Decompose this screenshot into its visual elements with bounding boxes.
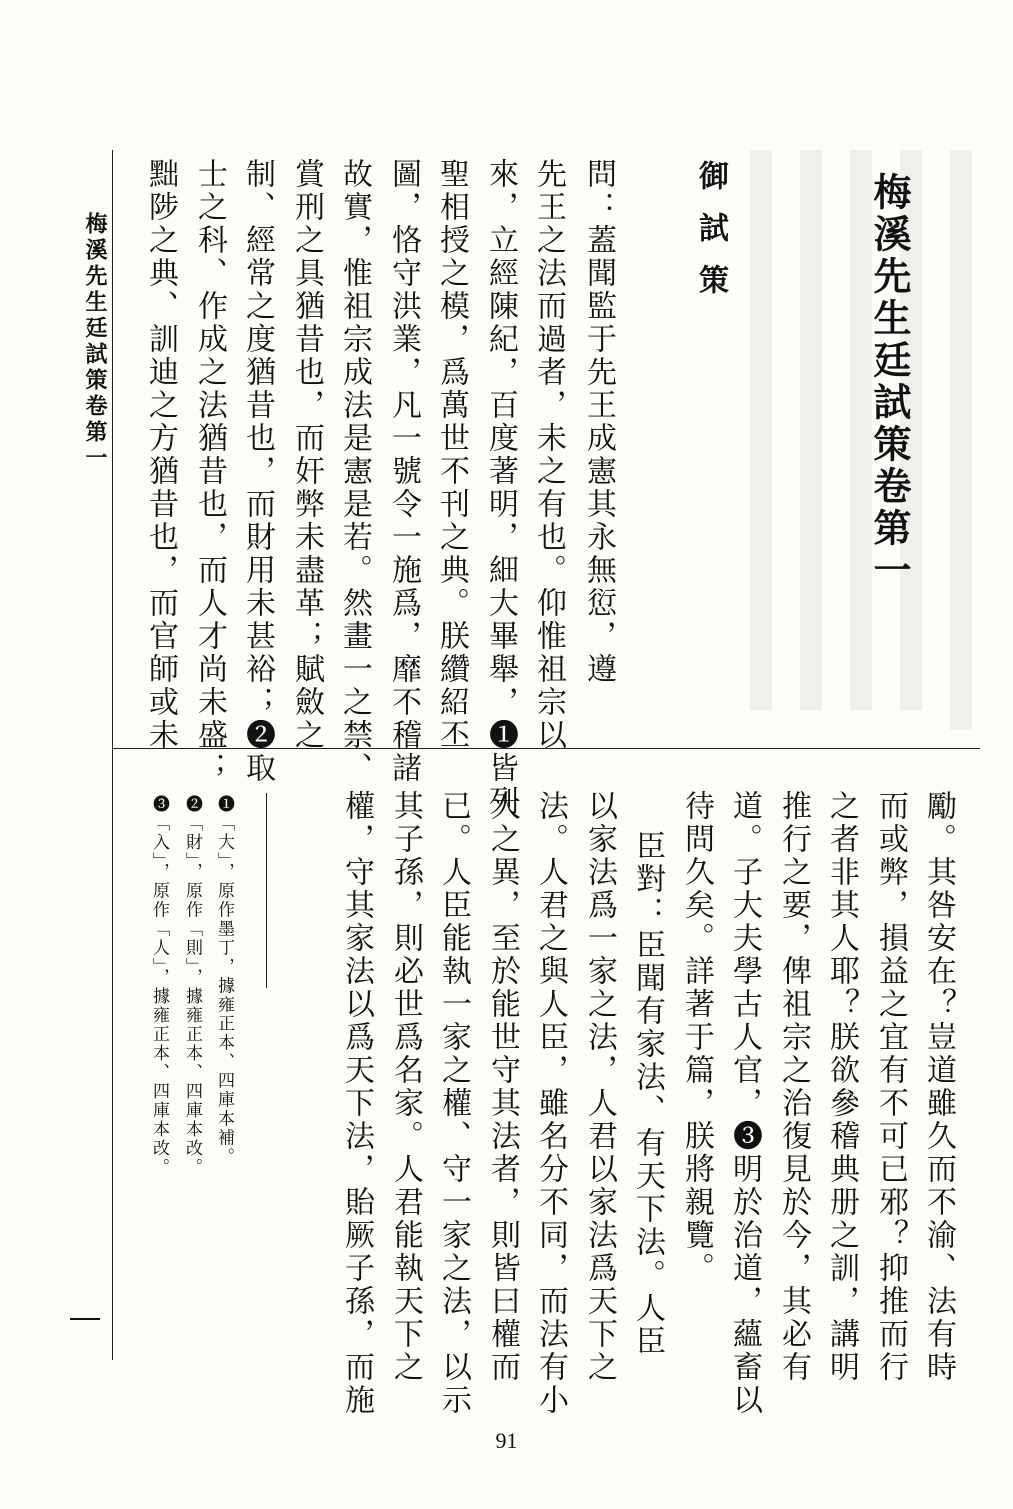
footnote: ❸「入」，原作「人」，據雍正本、四庫本改。: [149, 795, 169, 1177]
footnote: ❶「大」，原作墨丁，據雍正本、四庫本補。: [214, 795, 234, 1167]
text-column: 以家法爲一家之法，人君以家法爲天下之: [582, 790, 617, 1384]
text-column: 已。人臣能執一家之權、守一家之法，以示: [436, 790, 471, 1417]
text-column: 圖，恪守洪業，凡一號令一施爲，靡不稽諸: [386, 158, 421, 785]
chapter-title: 梅溪先生廷試策卷第一: [867, 172, 912, 592]
text-column: 士之科、作成之法猶昔也，而人才尚未盛；: [192, 158, 227, 785]
margin-rule: [112, 150, 113, 1360]
text-column: 勵。其咎安在？豈道雖久而不渝、法有時: [921, 790, 956, 1384]
text-column: 而或弊，損益之宜有不可已邪？抑推而行: [873, 790, 908, 1384]
text-column: 法。人君之與人臣，雖名分不同，而法有小: [533, 790, 568, 1417]
text-column: 待問久矣。詳著于篇，朕將親覽。: [679, 790, 714, 1285]
text-column: 權，守其家法以爲天下法，貽厥子孫，而施: [339, 790, 374, 1417]
section-heading: 御試策: [693, 160, 728, 316]
text-column: 其子孫，則必世爲名家。人君能執天下之: [388, 790, 423, 1384]
text-column: 道。子大夫學古人官，❸明於治道，蘊畜以: [727, 790, 762, 1417]
footnote: ❷「財」，原作「則」，據雍正本、四庫本改。: [182, 795, 202, 1177]
text-column: 大之異，至於能世守其法者，則皆曰權而: [485, 790, 520, 1384]
text-column: 來，立經陳紀，百度著明，細大畢舉，❶皆列: [483, 158, 518, 818]
side-number: [0, 0, 1, 1]
side-number-mark: [70, 1318, 100, 1320]
text-column: 制、經常之度猶昔也，而財用未甚裕；❷取: [240, 158, 275, 785]
text-column: 問：蓋聞監于先王成憲其永無愆，遵: [581, 158, 616, 686]
text-column: 臣對：臣聞有家法、有天下法。人臣: [630, 830, 665, 1358]
text-column: 黜陟之典、訓迪之方猶昔也，而官師或未: [143, 158, 178, 752]
text-column: 推行之要，俾祖宗之治復見於今，其必有: [776, 790, 811, 1384]
text-column: 先王之法而過者，未之有也。仰惟祖宗以: [531, 158, 566, 752]
text-column: 聖相授之模，爲萬世不刊之典。朕纘紹丕: [434, 158, 469, 752]
footnote-rule: [266, 793, 267, 988]
text-column: 故實，惟祖宗成法是憲是若。然畫一之禁、: [337, 158, 372, 785]
page-number: 91: [495, 1428, 518, 1453]
running-head: 梅溪先生廷試策卷第一: [82, 212, 108, 472]
show-through: [800, 150, 822, 710]
text-column: 之者非其人耶？朕欲參稽典册之訓，講明: [824, 790, 859, 1384]
show-through: [750, 150, 772, 710]
text-column: 賞刑之具猶昔也，而奸弊未盡革；賦斂之: [289, 158, 324, 752]
show-through: [950, 150, 972, 730]
